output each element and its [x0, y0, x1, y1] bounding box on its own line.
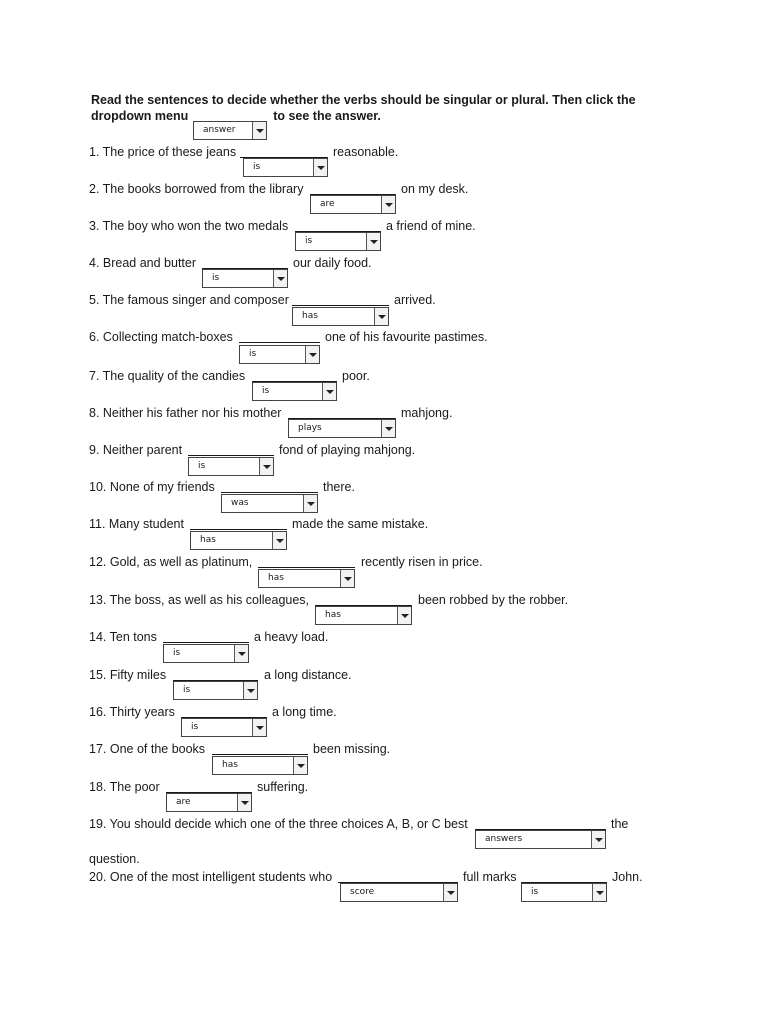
dropdown-value: plays [298, 423, 322, 433]
question-text: 14. Ten tons [89, 630, 157, 644]
answer-dropdown[interactable] [221, 494, 318, 513]
question-text-end: John. [612, 870, 643, 884]
answer-dropdown[interactable] [288, 419, 396, 438]
dropdown-value: has [325, 610, 341, 620]
question-text: 5. The famous singer and composer [89, 293, 289, 307]
dropdown-value: is [531, 887, 539, 897]
dropdown-value: are [320, 199, 335, 209]
answer-dropdown[interactable] [292, 307, 389, 326]
question-text-end: been missing. [313, 742, 391, 756]
question-text-end: a long distance. [264, 668, 352, 682]
question-text-middle: full marks [463, 870, 517, 884]
dropdown-value: is [305, 236, 313, 246]
answer-dropdown[interactable] [166, 793, 252, 812]
question-text-end: there. [323, 480, 355, 494]
question-text: 15. Fifty miles [89, 668, 167, 682]
answer-dropdown[interactable] [295, 232, 381, 251]
question-text: 19. You should decide which one of the three choices A, B, or C best [89, 817, 468, 831]
chevron-down-icon[interactable] [322, 383, 337, 400]
dropdown-value: are [176, 797, 191, 807]
instructions-main: Read the sentences to decide whether the verbs should be singular or plural. Then click the dropdown menu [91, 93, 636, 123]
chevron-down-icon[interactable] [259, 458, 274, 475]
chevron-down-icon[interactable] [252, 719, 267, 736]
dropdown-value: was [231, 498, 249, 508]
question-text: 17. One of the books [89, 742, 206, 756]
answer-dropdown[interactable] [188, 457, 274, 476]
dropdown-value: is [212, 273, 220, 283]
answer-dropdown[interactable] [202, 269, 288, 288]
question-text-continued: question. [89, 852, 140, 866]
dropdown-value: is [183, 685, 191, 695]
instructions-answer-dropdown[interactable] [193, 121, 267, 140]
chevron-down-icon[interactable] [374, 308, 389, 325]
answer-blank [188, 455, 274, 456]
answer-dropdown[interactable] [310, 195, 396, 214]
question-text: 12. Gold, as well as platinum, [89, 555, 253, 569]
dropdown-value: is [253, 162, 261, 172]
dropdown-value: answers [485, 834, 523, 844]
dropdown-value: has [268, 573, 284, 583]
question-text-end: one of his favourite pastimes. [325, 330, 488, 344]
answer-dropdown[interactable] [212, 756, 308, 775]
question-text: 1. The price of these jeans [89, 145, 237, 159]
chevron-down-icon[interactable] [591, 831, 606, 848]
chevron-down-icon[interactable] [340, 570, 355, 587]
answer-dropdown[interactable] [181, 718, 267, 737]
question-text: 13. The boss, as well as his colleagues, [89, 593, 310, 607]
dropdown-value: is [198, 461, 206, 471]
question-text-end: the [611, 817, 629, 831]
dropdown-value: score [350, 887, 375, 897]
question-text-end: a friend of mine. [386, 219, 476, 233]
question-text: 6. Collecting match-boxes [89, 330, 233, 344]
chevron-down-icon[interactable] [381, 420, 396, 437]
instructions-suffix: to see the answer. [273, 109, 381, 123]
dropdown-value: is [262, 386, 270, 396]
chevron-down-icon[interactable] [234, 645, 249, 662]
answer-blank [163, 642, 249, 643]
chevron-down-icon[interactable] [273, 270, 288, 287]
question-text: 9. Neither parent [89, 443, 183, 457]
chevron-down-icon[interactable] [313, 159, 328, 176]
chevron-down-icon[interactable] [592, 884, 607, 901]
chevron-down-icon[interactable] [293, 757, 308, 774]
answer-dropdown[interactable] [239, 345, 320, 364]
dropdown-value: has [302, 311, 318, 321]
dropdown-value: answer [203, 125, 236, 135]
question-text: 4. Bread and butter [89, 256, 197, 270]
chevron-down-icon[interactable] [381, 196, 396, 213]
answer-dropdown[interactable] [243, 158, 328, 177]
question-text-end: made the same mistake. [292, 517, 429, 531]
answer-dropdown-2[interactable] [521, 883, 607, 902]
chevron-down-icon[interactable] [397, 607, 412, 624]
answer-dropdown[interactable] [190, 531, 287, 550]
answer-dropdown[interactable] [258, 569, 355, 588]
question-text: 8. Neither his father nor his mother [89, 406, 282, 420]
answer-blank [292, 305, 389, 306]
question-text-end: mahjong. [401, 406, 453, 420]
answer-dropdown[interactable] [173, 681, 258, 700]
answer-dropdown[interactable] [340, 883, 458, 902]
chevron-down-icon[interactable] [252, 122, 267, 139]
answer-dropdown[interactable] [475, 830, 606, 849]
answer-dropdown[interactable] [252, 382, 337, 401]
chevron-down-icon[interactable] [366, 233, 381, 250]
question-text-end: fond of playing mahjong. [279, 443, 416, 457]
question-text-end: our daily food. [293, 256, 372, 270]
question-text-end: recently risen in price. [361, 555, 483, 569]
answer-blank [190, 529, 287, 530]
question-text: 11. Many student [89, 517, 184, 531]
answer-blank [239, 342, 320, 343]
dropdown-value: has [222, 760, 238, 770]
dropdown-value: is [173, 648, 181, 658]
chevron-down-icon[interactable] [305, 346, 320, 363]
question-text: 16. Thirty years [89, 705, 175, 719]
question-text: 10. None of my friends [89, 480, 215, 494]
question-text-end: reasonable. [333, 145, 399, 159]
question-text: 7. The quality of the candies [89, 369, 246, 383]
question-text-end: been robbed by the robber. [418, 593, 569, 607]
answer-blank [221, 492, 318, 493]
chevron-down-icon[interactable] [243, 682, 258, 699]
chevron-down-icon[interactable] [272, 532, 287, 549]
question-text: 18. The poor [89, 780, 160, 794]
dropdown-value: is [249, 349, 257, 359]
question-text-end: poor. [342, 369, 370, 383]
question-text: 2. The books borrowed from the library [89, 182, 304, 196]
answer-blank [258, 567, 355, 568]
question-text-end: a heavy load. [254, 630, 329, 644]
dropdown-value: is [191, 722, 199, 732]
question-text: 20. One of the most intelligent students who [89, 870, 333, 884]
question-text-end: arrived. [394, 293, 436, 307]
chevron-down-icon[interactable] [443, 884, 458, 901]
question-text: 3. The boy who won the two medals [89, 219, 289, 233]
dropdown-value: has [200, 535, 216, 545]
answer-dropdown[interactable] [315, 606, 412, 625]
question-text-end: suffering. [257, 780, 309, 794]
answer-blank [212, 754, 308, 755]
instructions-text [91, 92, 651, 124]
chevron-down-icon[interactable] [237, 794, 252, 811]
question-text-end: a long time. [272, 705, 337, 719]
question-text-end: on my desk. [401, 182, 469, 196]
chevron-down-icon[interactable] [303, 495, 318, 512]
answer-dropdown[interactable] [163, 644, 249, 663]
